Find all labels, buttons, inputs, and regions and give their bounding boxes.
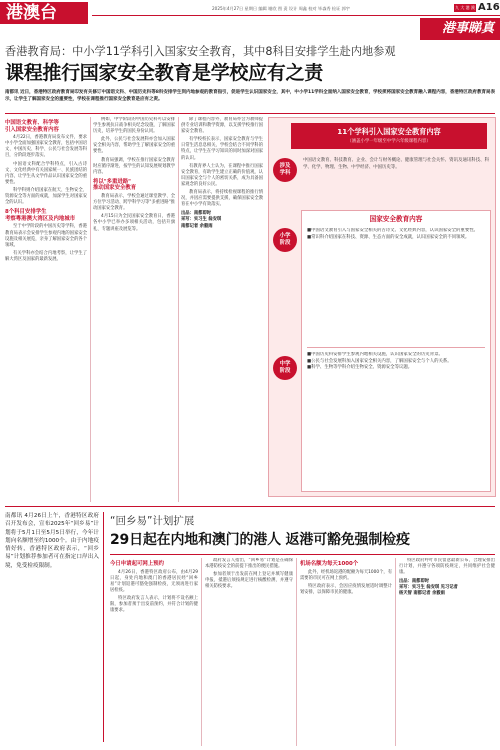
sidebar-subtitle: （涵盖小学一年级至中学六年级课程内容）: [347, 139, 431, 144]
masthead: [0, 0, 500, 44]
story2-column-1: [110, 558, 198, 746]
story2-headline: 29日起在内地和澳门的港人 返港可豁免强制检疫: [110, 532, 410, 548]
story2-column-3: [300, 558, 392, 746]
story1-column-3: [181, 117, 263, 502]
column-rule: [296, 558, 297, 746]
column-rule: [103, 512, 104, 742]
panel-divider: [307, 347, 485, 348]
column-rule: [178, 117, 179, 502]
header-divider: [92, 15, 500, 16]
paragraph: 至于中学阶段的中国历史等学科，香港教育局表示会安排学生参观内地的国家安全设施及相关展览，亲身了解国家安全的各个领域。: [5, 224, 87, 248]
sidebar-subjects-text: 中国语文教育、科技教育、企业、会计与财务概论、健康管理与社会关怀、资讯及通讯科技、科学、化学、物理、生物、中学经济、中国历史等。: [303, 158, 489, 170]
story2-left-column: [5, 512, 99, 652]
paragraph: 特区政府呼吁市民留意最新公布，合理安排出行计划，并遵守各项防疫规定，共同维护社会健康。: [399, 558, 495, 576]
paragraph: 教育局表示，将持续检视课程的推行情况，并因应需要提供支援，确保国家安全教育在中小学有效落实。: [181, 190, 263, 208]
sidebar-title: 11个学科引入国家安全教育内容: [337, 127, 441, 136]
story2-column-2: [205, 558, 293, 746]
story1-kicker: 香港教育局：中小学11学科引入国家安全教育，其中8科目安排学生赴内地参观: [5, 45, 396, 58]
sidebar-header: [291, 123, 487, 149]
header-meta: 2025年4月27日 星期日 编辑 谢欣 图 责 设计 周鑫 校对 毕淼秀 检证 郭宇: [212, 6, 350, 11]
column-rule: [201, 558, 202, 746]
subhead-visit: 8个科目安排学生 考察粤港澳大湾区及内地城市: [5, 209, 76, 222]
paragraph: 政府发言人指出，“回乡易”计划是在确保本港防疫安全的前提下推出的便民措施。: [205, 558, 293, 570]
story2-left-text: 南都讯 4月26日上午，香港特区政府召开发布会，宣布2025年“回乡易”计划将于5月1日至5月5日举行，今年计划向名额增至约1000个。由于内地疫情好转，香港特区政府表示，“回乡易”计划推荐参加者可在指定口岸出入境，免受检疫限制。: [5, 513, 99, 569]
story2-column-4: [399, 558, 495, 746]
subhead-approach: 将以"多重进路" 推动国家安全教育: [93, 178, 137, 192]
paragraph: 有关学科亦会结合内地考察，让学生了解大湾区及国家的最新发展。: [5, 250, 87, 262]
lead-divider: [5, 113, 495, 114]
byline: 出品：南都即时 采写：实习生 翁安琪 南都记者 余毅雨: [181, 211, 222, 229]
paragraph: 教育局强调，学校在推行国家安全教育时应循序渐进，按学生的认知发展规划教学内容。: [93, 157, 175, 175]
section-tag-block: [420, 18, 500, 40]
story2-headline-rule: [110, 554, 495, 555]
paragraph: 此外，经机场返港的配额为每天1000个，有需要的市民可在网上预约。: [300, 569, 392, 581]
subhead-curriculum: 中国语文教育、科学等 引入国家安全教育内容: [5, 120, 59, 133]
story1-headline: 课程推行国家安全教育是学校应有之责: [5, 62, 323, 84]
secondary-stage-text: ■中国历史科安排学生参观内地相关设施，认识国家安全的历史背景。 ■公民与社会发展科加入国家安全相关内容，了解国家安全与个人的关系。 ■科学、生物等学科介绍生物安全、资源安全等议题。: [307, 352, 452, 370]
subhead-airport-quota: 机场名额为每天1000个: [300, 561, 359, 567]
stage-badge-primary: 小学阶段: [273, 228, 297, 252]
sidebar-box: [268, 117, 496, 497]
paragraph: 4月22日，香港教育局发布文件，要求中小学全面加强国家安全教育，包括中国语文、中国历史、科学、公民与社会发展等科目，分阶段逐步落实。: [5, 135, 87, 159]
paragraph: 参加者须于出发前在网上登记并填写健康申报，抵港后须按规定进行核酸检测，并遵守相关防疫要求。: [205, 572, 293, 590]
paragraph: 4月15日为全民国家安全教育日，香港各中小学已举办多项相关活动，包括升旗礼、专题讲座及展览等。: [93, 214, 175, 232]
brand-title: 港澳台: [6, 3, 57, 23]
paragraph: 例如，中学阶段的中国历史科可以安排学生参观抗日战争相关纪念设施，了解国家历史，培养学生的国民身份认同。: [93, 117, 175, 135]
brand-block: [0, 2, 88, 24]
paragraph: 科学科则介绍国家在航天、生物安全、资源安全等方面的成就，加深学生对国家安全的认识。: [5, 187, 87, 206]
column-rule: [395, 558, 396, 746]
sidebar-panel-title: 国家安全教育内容: [369, 215, 423, 223]
page-badge: 九 大 港 澳: [455, 5, 475, 10]
paragraph: 有教育界人士认为，在课程中推行国家安全教育，有助学生建立正确的价值观，认识国家安全与个人的密切关系，成为具备国家观念的良好公民。: [181, 163, 263, 187]
story1-lead: 南都讯 近日，香港特区政府教育局印发有关修订中国语文科、中国历史科等8科安排学生到内地参观的教育指引，促进学生认识国家安全，其中，中小学11学科全面纳入国家安全教育，学校须将国家安全教育融入课程内容，香港特区政府教育局表示，让学生了解国家安全的重要性，学校在课程推行国家安全教育是应有之责。: [5, 90, 495, 102]
sidebar-content-panel: [301, 210, 491, 492]
stage-badge-subjects: 涉及学科: [273, 158, 297, 182]
column-rule: [90, 117, 91, 502]
story1-column-2: [93, 117, 175, 502]
paragraph: 中国语文科配合学科特点，引入古诗文、文化经典中有关国家统一、民族团结的内容，让学生从文学作品认识国家安全的重要性。: [5, 161, 87, 185]
story2-kicker: “回乡易”计划扩展: [110, 515, 195, 527]
primary-stage-text: ■中国语文教育引入与国家安全相关的古诗文、文化经典内容，认识国家安全的重要性。 ■常识科介绍国家在科技、资源、生态方面的安全成就，认识国家安全的不同领域。: [307, 228, 478, 240]
section-tag: 港事睇真: [441, 21, 494, 36]
paragraph: 此外，公民与社会发展科亦会加入国家安全相关内容，帮助学生了解国家安全的重要性。: [93, 137, 175, 155]
story-divider: [5, 506, 495, 507]
paragraph: 特区政府表示，会因应疫情发展适时调整计划安排，以保障市民的健康。: [300, 583, 392, 595]
paragraph: 特区政府发言人表示，计划将不设名额上限，参加者须于出发前预约，并符合计划的健康要求。: [110, 595, 198, 614]
stage-badge-secondary: 中学阶段: [273, 356, 297, 380]
story1-column-1: [5, 117, 87, 502]
paragraph: 有学校校长表示，国家安全教育与学生日常生活息息相关，学校会结合不同学科的特点，让学生在学习知识的同时加深对国家的认识。: [181, 137, 263, 161]
paragraph: 教育局表示，学校会通过课堂教学、全方位学习活动、跨学科学习等"多重进路"推动国家安全教育。: [93, 194, 175, 212]
paragraph: 除了课程内容外，教育局亦会为教师提供专业培训和教学资源，以支援学校推行国家安全教育。: [181, 117, 263, 135]
paragraph: 4月26日，香港特区政府公布，由4月29日起，身处内地和澳门的香港居民经“回乡易”计划返港可豁免强制检疫，无须再进行家居检疫。: [110, 569, 198, 593]
page-number: A16: [478, 2, 500, 13]
byline: 出品：南都即时 采写：实习生 翁安琪 见习记者 杨天智 南都记者 余毅雨: [399, 579, 458, 597]
subhead-booking: 今日申请起可网上预约: [110, 561, 164, 567]
